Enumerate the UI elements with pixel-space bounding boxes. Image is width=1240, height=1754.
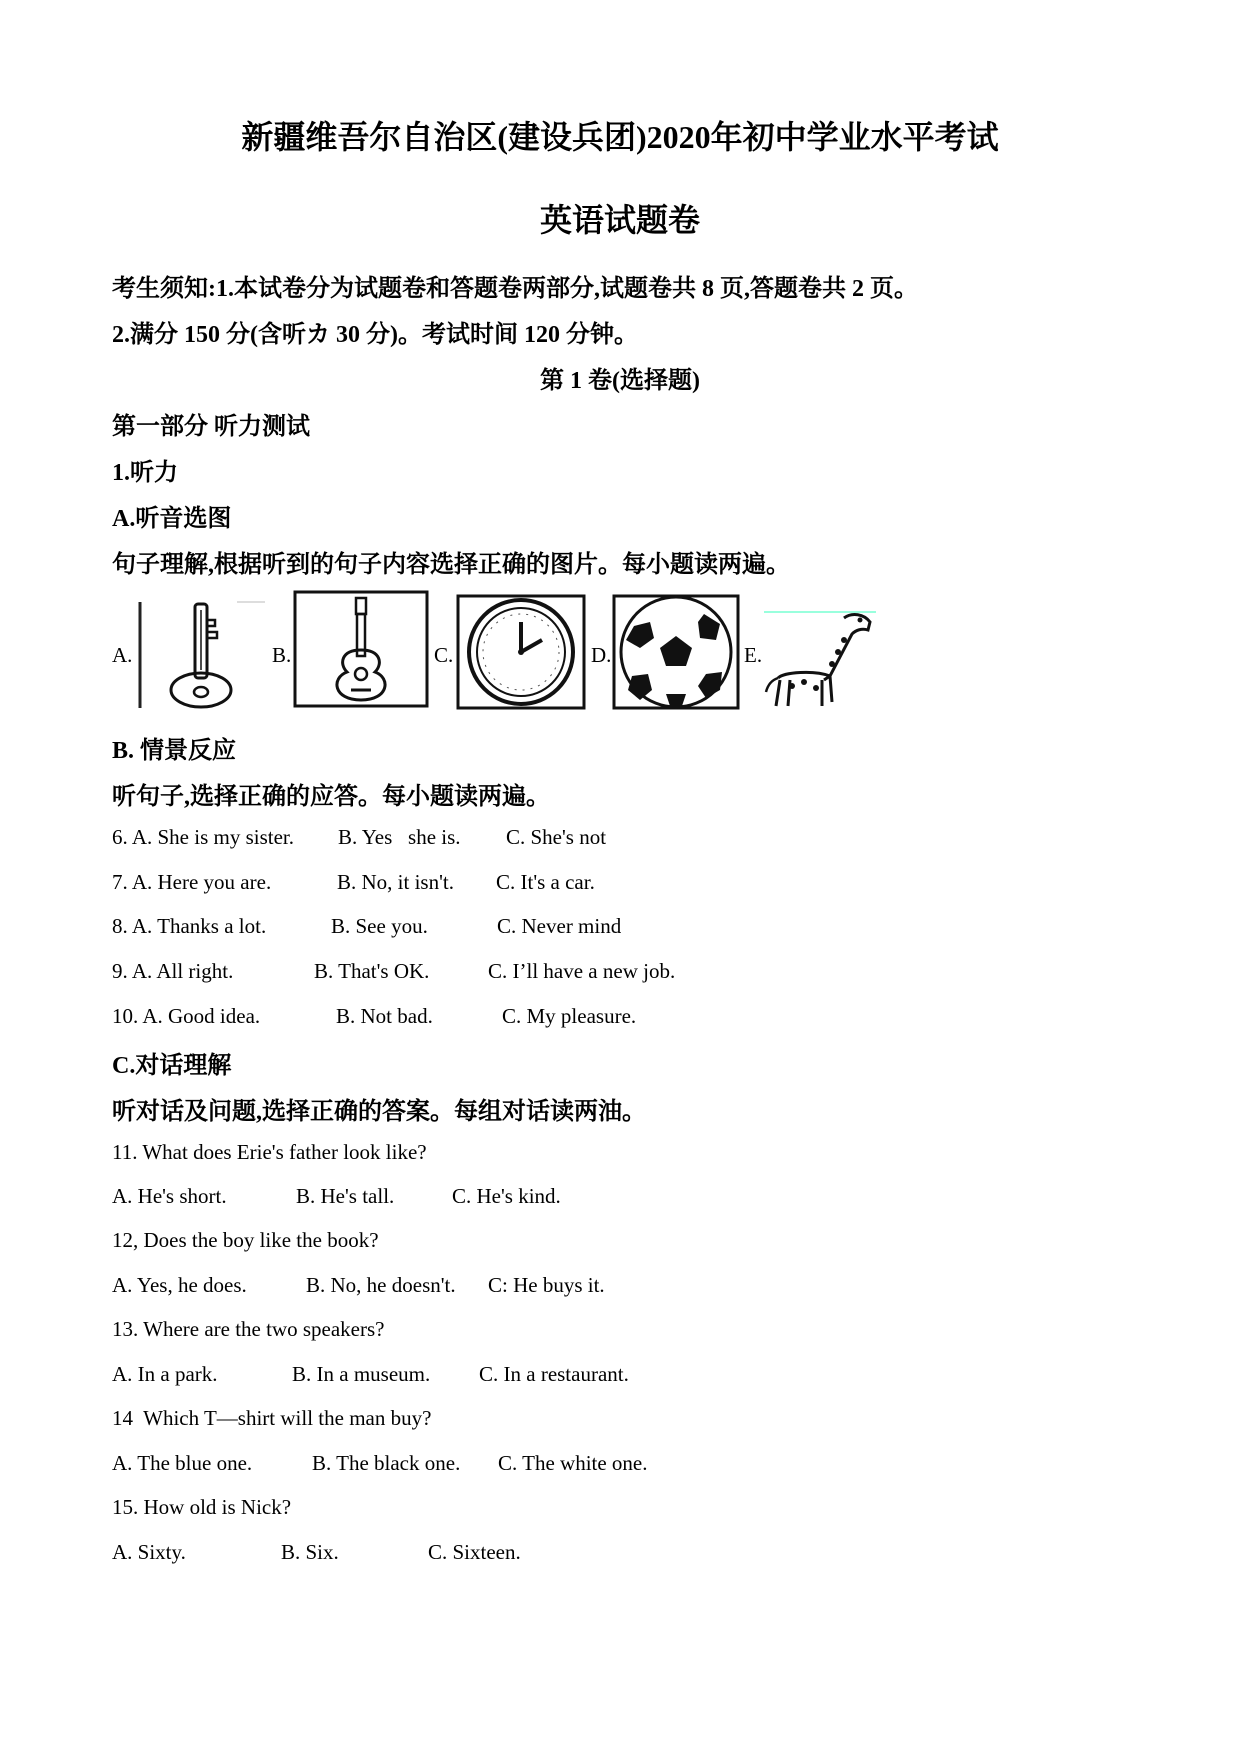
q9-option-c: C. I’ll have a new job. bbox=[488, 959, 676, 983]
q6-option-c: C. She's not bbox=[506, 825, 607, 849]
guitar-icon bbox=[293, 590, 429, 708]
volume-title: 第 1 卷(选择题) bbox=[540, 368, 700, 394]
q6-option-b: B. Yes she is. bbox=[338, 825, 461, 849]
section-a-title: A.听音选图 bbox=[112, 506, 232, 532]
section-b-title: B. 情景反应 bbox=[112, 738, 237, 764]
q7-option-a: 7. A. Here you are. bbox=[112, 870, 272, 894]
exam-title: 新疆维吾尔自治区(建设兵团)2020年初中学业水平考试 bbox=[241, 119, 999, 155]
q6-option-a: 6. A. She is my sister. bbox=[112, 825, 295, 849]
q11-option-b: B. He's tall. bbox=[296, 1184, 395, 1208]
key-icon bbox=[137, 600, 267, 710]
q13-option-a: A. In a park. bbox=[112, 1362, 218, 1386]
q15-option-c: C. Sixteen. bbox=[428, 1540, 521, 1564]
q12-question: 12, Does the boy like the book? bbox=[112, 1228, 379, 1252]
q15-question: 15. How old is Nick? bbox=[112, 1495, 292, 1519]
q14-question: 14 Which T—shirt will the man buy? bbox=[112, 1406, 432, 1430]
section-a-instruction: 句子理解,根据听到的句子内容选择正确的图片。每小题读两遍。 bbox=[112, 552, 790, 578]
picture-label-b: B. bbox=[272, 643, 292, 667]
notice-line-2: 2.满分 150 分(含听カ 30 分)。考试时间 120 分钟。 bbox=[112, 322, 638, 348]
part1-title: 第一部分 听力测试 bbox=[112, 414, 310, 440]
section-b-instruction: 听句子,选择正确的应答。每小题读两遍。 bbox=[112, 784, 550, 810]
q9-option-b: B. That's OK. bbox=[314, 959, 430, 983]
q10-option-b: B. Not bad. bbox=[336, 1004, 433, 1028]
q10-option-c: C. My pleasure. bbox=[502, 1004, 637, 1028]
q11-question: 11. What does Erie's father look like? bbox=[112, 1140, 427, 1164]
exam-subtitle: 英语试题卷 bbox=[539, 202, 700, 238]
q12-option-c: C: He buys it. bbox=[488, 1273, 605, 1297]
q8-option-b: B. See you. bbox=[331, 914, 428, 938]
q12-option-b: B. No, he doesn't. bbox=[306, 1273, 456, 1297]
q7-option-b: B. No, it isn't. bbox=[337, 870, 454, 894]
q12-option-a: A. Yes, he does. bbox=[112, 1273, 247, 1297]
picture-label-c: C. bbox=[434, 643, 454, 667]
section-c-instruction: 听对话及问题,选择正确的答案。每组对话读两油。 bbox=[112, 1099, 646, 1125]
q10-option-a: 10. A. Good idea. bbox=[112, 1004, 261, 1028]
q13-question: 13. Where are the two speakers? bbox=[112, 1317, 385, 1341]
q13-option-b: B. In a museum. bbox=[292, 1362, 431, 1386]
clock-icon bbox=[456, 594, 586, 710]
q14-option-b: B. The black one. bbox=[312, 1451, 461, 1475]
soccer-ball-icon bbox=[612, 594, 740, 710]
picture-label-e: E. bbox=[744, 643, 763, 667]
q15-option-a: A. Sixty. bbox=[112, 1540, 186, 1564]
q11-option-c: C. He's kind. bbox=[452, 1184, 561, 1208]
section-c-title: C.对话理解 bbox=[112, 1053, 232, 1079]
picture-label-a: A. bbox=[112, 643, 133, 667]
notice-line-1: 考生须知:1.本试卷分为试题卷和答题卷两部分,试题卷共 8 页,答题卷共 2 页。 bbox=[112, 276, 918, 302]
giraffe-icon bbox=[764, 606, 876, 710]
q8-option-c: C. Never mind bbox=[497, 914, 622, 938]
q7-option-c: C. It's a car. bbox=[496, 870, 595, 894]
q8-option-a: 8. A. Thanks a lot. bbox=[112, 914, 267, 938]
q11-option-a: A. He's short. bbox=[112, 1184, 227, 1208]
q14-option-c: C. The white one. bbox=[498, 1451, 648, 1475]
q14-option-a: A. The blue one. bbox=[112, 1451, 253, 1475]
picture-label-d: D. bbox=[591, 643, 612, 667]
q13-option-c: C. In a restaurant. bbox=[479, 1362, 629, 1386]
q9-option-a: 9. A. All right. bbox=[112, 959, 234, 983]
section-listening: 1.听力 bbox=[112, 460, 178, 486]
q15-option-b: B. Six. bbox=[281, 1540, 339, 1564]
